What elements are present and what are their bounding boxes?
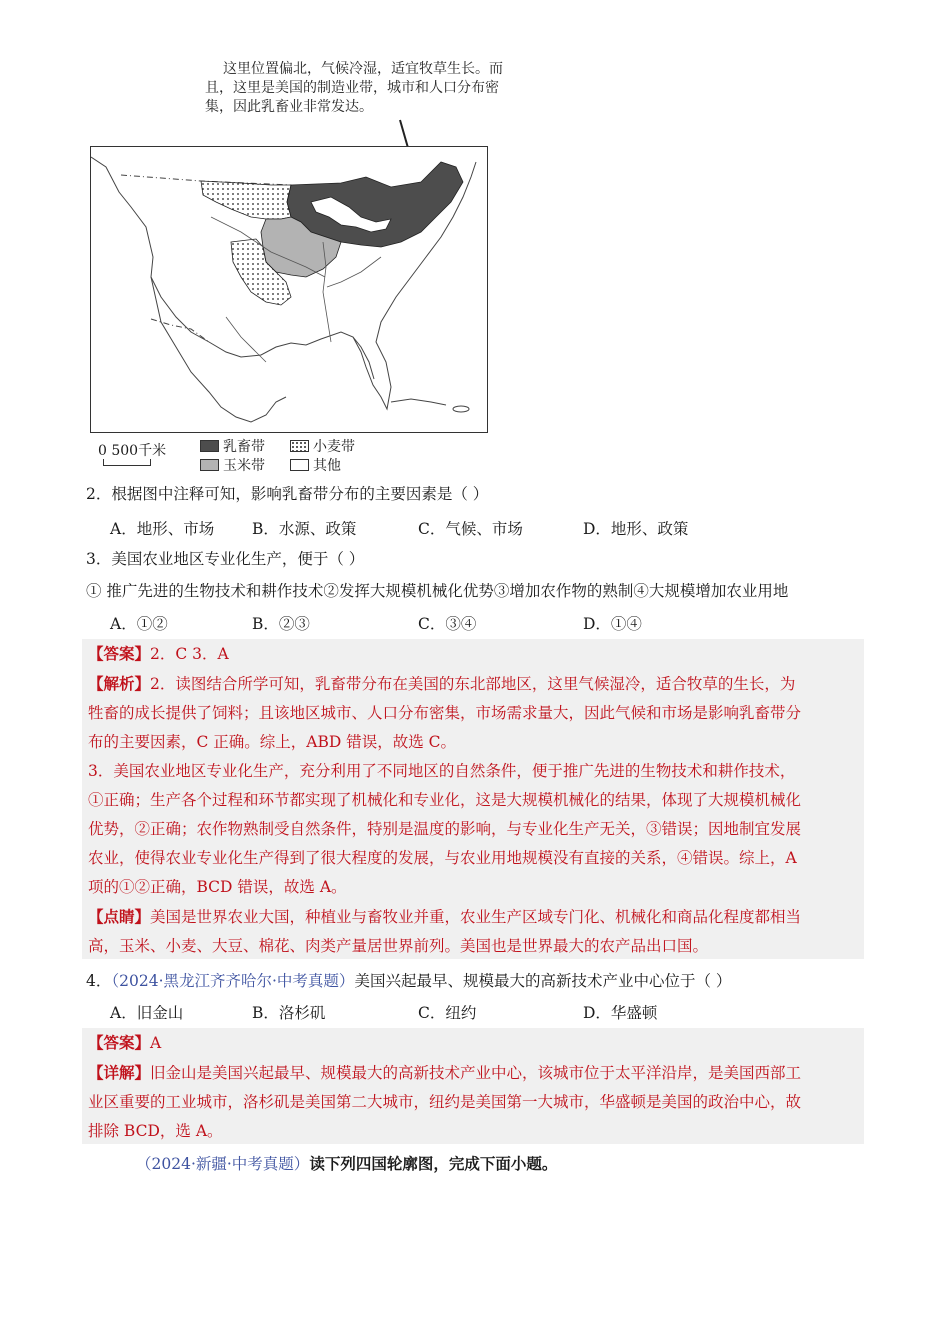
detail-line-2: 业区重要的工业城市，洛杉矶是美国第二大城市，纽约是美国第一大城市，华盛顿是美国的政治中心，故 bbox=[88, 1093, 802, 1111]
q3-option-c: C．③④ bbox=[418, 615, 477, 633]
answer-text: 2．C 3．A bbox=[150, 645, 229, 663]
answer-tag: 【答案】 bbox=[88, 644, 151, 663]
q3-stem: 3．美国农业地区专业化生产，便于（ ） bbox=[86, 550, 365, 568]
q4-stem-line bbox=[86, 970, 731, 992]
next-question-intro bbox=[136, 1153, 557, 1175]
ohio-river bbox=[327, 257, 381, 287]
analysis-3-line-2: ①正确；生产各个过程和环节都实现了机械化和专业化，这是大规模机械化的结果，体现了大规模机械化 bbox=[88, 791, 802, 809]
legend-wheat-label: 小麦带 bbox=[313, 439, 355, 455]
detail-tag: 【详解】 bbox=[88, 1063, 151, 1082]
q3-statements: ① 推广先进的生物技术和耕作技术②发挥大规模机械化优势③增加农作物的熟制④大规模增加农业用地 bbox=[86, 582, 789, 600]
next-intro-text: 读下列四国轮廓图，完成下面小题。 bbox=[309, 1154, 558, 1173]
q2-option-a: A．地形、市场 bbox=[110, 520, 215, 538]
q2-option-b: B．水源、政策 bbox=[252, 520, 357, 538]
answer-2-text: A bbox=[150, 1034, 162, 1052]
q4-option-c: C．纽约 bbox=[418, 1004, 477, 1022]
corn-swatch bbox=[200, 459, 219, 471]
us-agriculture-map bbox=[90, 146, 488, 433]
q2-option-d: D．地形、政策 bbox=[583, 520, 689, 538]
analysis-2-line-1: 2．读图结合所学可知，乳畜带分布在美国的东北部地区，这里气候湿冷，适合牧草的生长，为 bbox=[150, 675, 796, 693]
q4-option-d: D．华盛顿 bbox=[583, 1004, 658, 1022]
legend-other bbox=[290, 455, 341, 475]
analysis-3-line-4: 农业，使得农业专业化生产得到了很大程度的发展，与农业用地规模没有直接的关系，④错误。综上，A bbox=[88, 849, 797, 867]
analysis-3-line-1: 3．美国农业地区专业化生产，充分利用了不同地区的自然条件，便于推广先进的生物技术和耕作技术， bbox=[88, 762, 796, 780]
legend-other-label: 其他 bbox=[313, 458, 341, 474]
answer-detail-block-2 bbox=[82, 1028, 864, 1144]
scale-label: 0 500千米 bbox=[98, 443, 167, 459]
q4-stem: 美国兴起最早、规模最大的高新技术产业中心位于（ ） bbox=[354, 972, 732, 990]
other-swatch bbox=[290, 459, 309, 471]
analysis-3-line-5: 项的①②正确，BCD 错误，故选 A。 bbox=[88, 878, 347, 896]
detail-line-3: 排除 BCD，选 A。 bbox=[88, 1122, 223, 1140]
dairy-swatch bbox=[200, 440, 219, 452]
next-source: （2024·新疆·中考真题） bbox=[136, 1155, 310, 1173]
legend-corn-label: 玉米带 bbox=[223, 458, 265, 474]
answer-analysis-block-1 bbox=[82, 639, 864, 959]
legend-dairy bbox=[200, 436, 265, 456]
q4-option-b: B．洛杉矶 bbox=[252, 1004, 326, 1022]
scale-bar bbox=[103, 459, 151, 466]
wheat-belt-north bbox=[201, 181, 291, 219]
q2-stem: 2．根据图中注释可知，影响乳畜带分布的主要因素是（ ） bbox=[86, 485, 489, 503]
q2-option-c: C．气候、市场 bbox=[418, 520, 523, 538]
analysis-2-line-2: 牲畜的成长提供了饲料；且该地区城市、人口分布密集，市场需求量大，因此气候和市场是影响乳畜带分 bbox=[88, 704, 802, 722]
answer-2-tag: 【答案】 bbox=[88, 1033, 151, 1052]
map-svg bbox=[91, 147, 486, 431]
q4-option-a: A．旧金山 bbox=[110, 1004, 184, 1022]
comment-tag: 【点睛】 bbox=[88, 907, 151, 926]
analysis-tag: 【解析】 bbox=[88, 674, 151, 693]
mexico-border bbox=[151, 319, 209, 342]
detail-line-1: 旧金山是美国兴起最早、规模最大的高新技术产业中心，该城市位于太平洋沿岸，是美国西部工 bbox=[150, 1064, 802, 1082]
q4-number: 4． bbox=[86, 972, 112, 990]
q3-option-d: D．①④ bbox=[583, 615, 642, 633]
legend-wheat bbox=[290, 436, 355, 456]
island-shape bbox=[453, 406, 469, 412]
comment-line-2: 高，玉米、小麦、大豆、棉花、肉类产量居世界前列。美国也是世界最大的农产品出口国。 bbox=[88, 937, 709, 955]
map-callout: 这里位置偏北，气候冷湿，适宜牧草生长。而且，这里是美国的制造业带，城市和人口分布密集，因此乳畜业非常发达。 bbox=[205, 61, 503, 115]
comment-line-1: 美国是世界农业大国，种植业与畜牧业并重，农业生产区域专门化、机械化和商品化程度都相当 bbox=[150, 908, 802, 926]
q3-option-b: B．②③ bbox=[252, 615, 310, 633]
caribbean-islands bbox=[391, 399, 446, 405]
legend-dairy-label: 乳畜带 bbox=[223, 439, 265, 455]
q3-option-a: A．①② bbox=[110, 615, 168, 633]
q4-source: （2024·黑龙江齐齐哈尔·中考真题） bbox=[111, 972, 355, 990]
analysis-3-line-3: 优势，②正确；农作物熟制受自然条件，特别是温度的影响，与专业化生产无关，③错误；因地制宜发展 bbox=[88, 820, 802, 838]
legend-corn bbox=[200, 455, 265, 475]
wheat-swatch bbox=[290, 440, 309, 452]
analysis-2-line-3: 布的主要因素，C 正确。综上，ABD 错误，故选 C。 bbox=[88, 733, 457, 751]
